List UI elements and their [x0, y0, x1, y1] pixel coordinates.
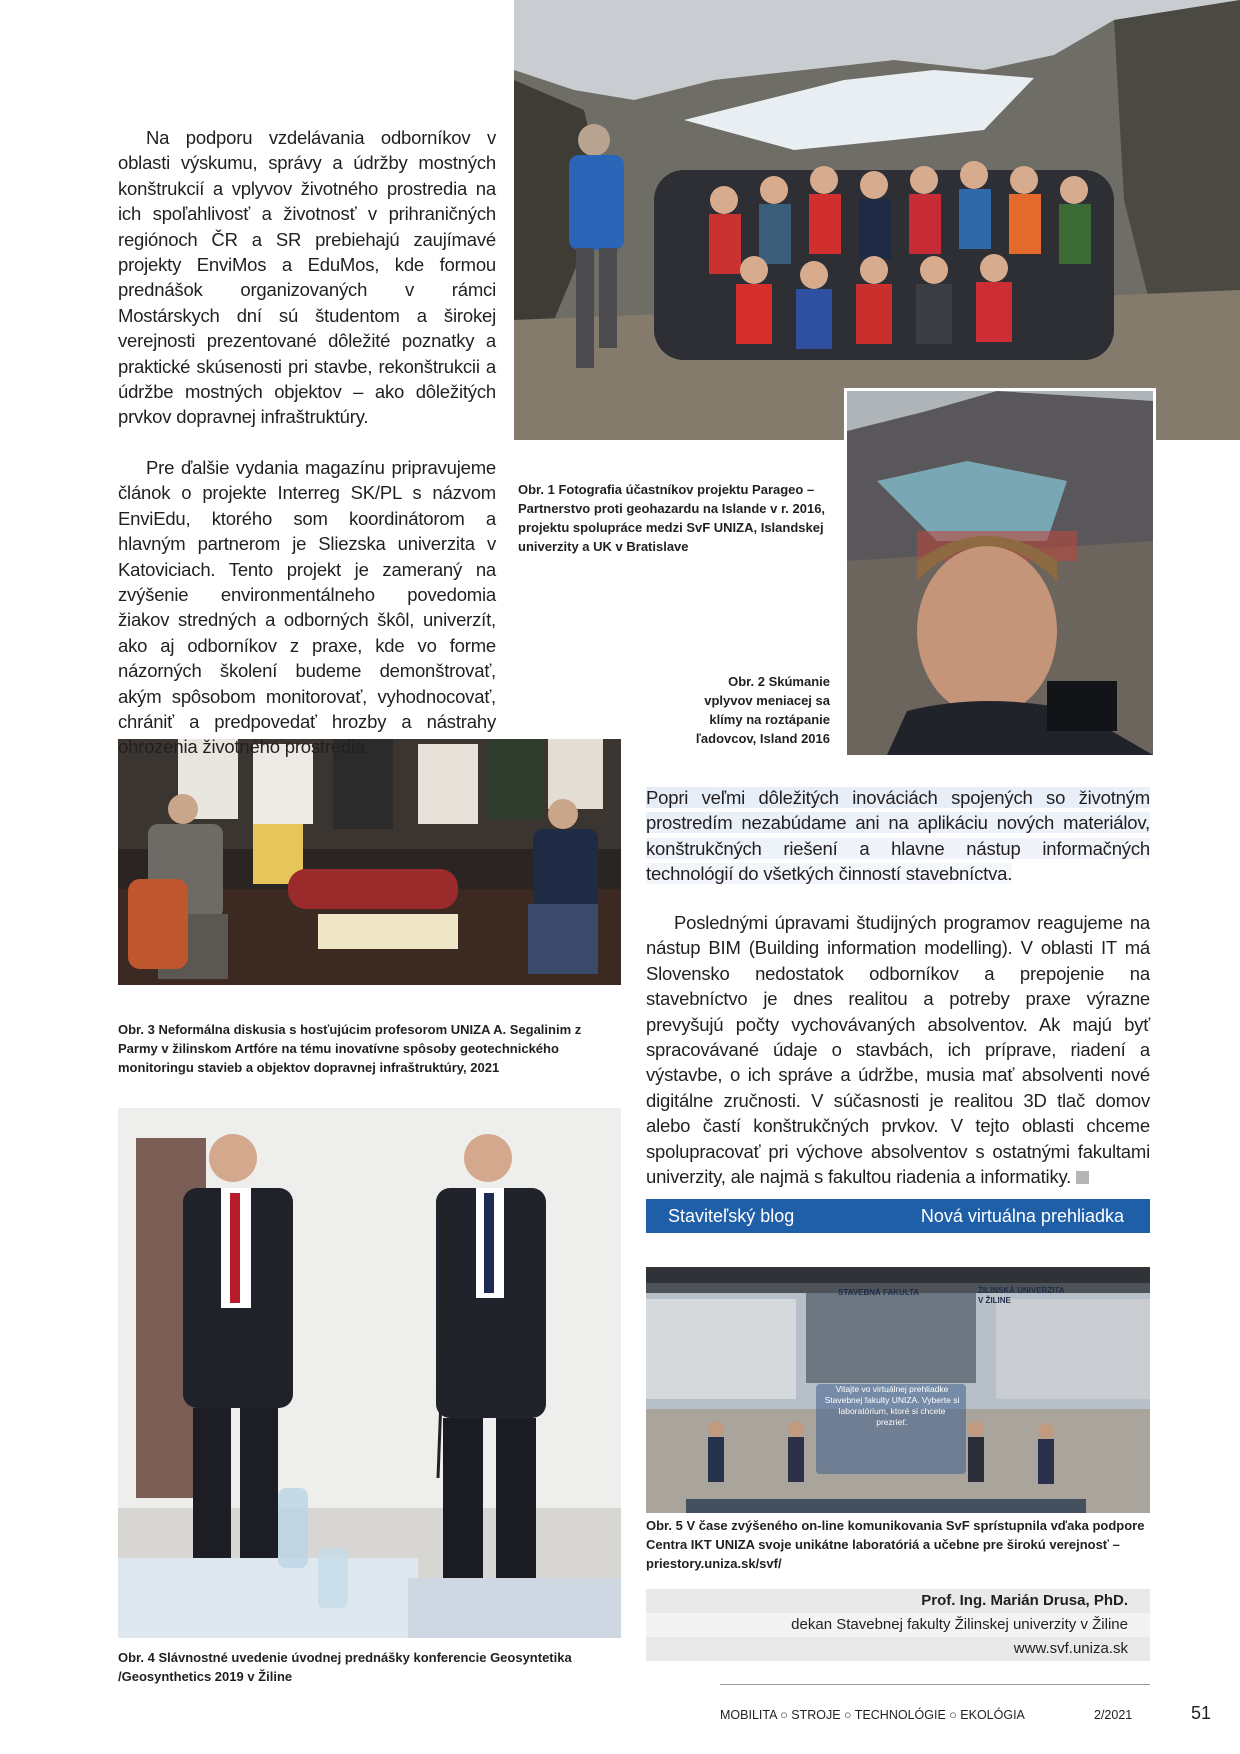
- footer-rule: [720, 1684, 1150, 1685]
- photo-artfora-discussion: [118, 739, 621, 985]
- tour-welcome-overlay: Vitajte vo virtuálnej prehliadke Stavebnej fakulty UNIZA. Vyberte si laboratórium, ktoré si chcete prezrieť.: [824, 1384, 960, 1427]
- author-name: Prof. Ing. Marián Drusa, PhD.: [646, 1589, 1150, 1613]
- author-web[interactable]: www.svf.uniza.sk: [646, 1637, 1150, 1661]
- photo-iceland-group: [514, 0, 1240, 440]
- author-role: dekan Stavebnej fakulty Žilinskej univerzity v Žiline: [646, 1613, 1150, 1637]
- page-number: 51: [1191, 1703, 1212, 1723]
- caption-obr1: Obr. 1 Fotografia účastníkov projektu Parageo – Partnerstvo proti geohazardu na Islande v r. 2016, projektu spolupráce medzi SvF UNIZA, Islandskej univerzity a UK v Bratislave: [518, 482, 826, 554]
- caption-obr5: Obr. 5 V čase zvýšeného on-line komunikovania SvF sprístupnila vďaka podpore Centra IKT UNIZA svoje unikátne laboratóriá a učebne pre širokú verejnosť – priestory.uniza.sk/svf/: [646, 1518, 1145, 1571]
- article-column-right: [646, 910, 1150, 1189]
- caption-obr2: Obr. 2 Skúmanie vplyvov meniacej sa klímy na roztápanie ľadovcov, Island 2016: [695, 674, 830, 746]
- footer-magazine: MOBILITA ○ STROJE ○ TECHNOLÓGIE ○ EKOLÓGIA: [720, 1708, 1025, 1722]
- caption-obr3: Obr. 3 Neformálna diskusia s hosťujúcim profesorom UNIZA A. Segalinim z Parmy v žilinskom Artfóre na tému inovatívne spôsoby geotechnického monitoringu stavieb a objektov dopravnej infraštruktúry, 2021: [118, 1022, 582, 1075]
- footer-issue: 2/2021: [1094, 1708, 1133, 1722]
- author-box: [646, 1589, 1150, 1661]
- blog-bar: [646, 1199, 1150, 1233]
- photo-glacier-selfie: [844, 388, 1156, 758]
- paragraph-enviedu: Pre ďalšie vydania magazínu pripravujeme článok o projekte Interreg SK/PL s názvom EnviEdu, ktorého som koordinátorom a hlavným partnerom je Sliezska univerzita v Katoviciach. Tento projekt je zameraný na zvýšenie environmentálneho povedomia žiakov stredných a odborných škôl, univerzít, ako aj odborníkov z praxe, kde vo forme názorných školení budeme demonštrovať, akým spôsobom monitorovať, vyhodnocovať, chrániť a predpovedať hrozby a nástrahy ohrozenia životného prostredia.: [118, 456, 496, 758]
- article-column-left: [118, 125, 496, 760]
- paragraph-bim-text: Poslednými úpravami študijných programov reagujeme na nástup BIM (Building information modelling). V oblasti IT má Slovensko nedostatok odborníkov a prepojenie na stavebníctvo je dnes realitou a potreby praxe výrazne prevyšujú počty vychovávaných absolventov. Ak majú byť spracovávané údaje o stavbách, ich príprave, riadení a výstavbe, o ich správe a údržbe, musia mať absolventi nové digitálne zručnosti. V súčasnosti je realitou 3D tlač domov alebo častí konštrukčných prvkov. V tejto oblasti chceme spolupracovať pri výchove absolventov s ostatnými fakultami univerzity, ale najmä s fakultou riadenia a informatiky.: [646, 912, 1150, 1188]
- lead-highlight: Popri veľmi dôležitých inováciách spojených so životným prostredím nezabúdame ani na aplikáciu nových materiálov, konštrukčných riešení a hlavne nástup informačných technológií do všetkých činností stavebníctva.: [646, 787, 1150, 885]
- tour-sign-left: STAVEBNÁ FAKULTA: [838, 1288, 920, 1297]
- lead-paragraph: [646, 785, 1150, 887]
- blog-bar-left[interactable]: Staviteľský blog: [668, 1205, 795, 1226]
- paragraph-bim: [646, 910, 1150, 1189]
- end-mark-icon: [1076, 1171, 1089, 1184]
- tour-sign-right: ŽILINSKÁ UNIVERZITA V ŽILINE: [978, 1286, 1065, 1305]
- photo-geosynthetics-lecture: [118, 1108, 621, 1638]
- paragraph-projects: Na podporu vzdelávania odborníkov v oblasti výskumu, správy a údržby mostných konštrukcií a vplyvov životného prostredia na ich spoľahlivosť a životnosť v prihraničných regiónoch ČR a SR prebiehajú zaujímavé projekty EnviMos a EduMos, kde formou prednášok organizovaných v rámci Mostárskych dní sú študentom a širokej verejnosti prezentované dôležité poznatky a praktické skúsenosti pri stavbe, rekonštrukcii a údržbe mostných objektov – ako dôležitých prvkov dopravnej infraštruktúry.: [118, 127, 496, 428]
- blog-bar-right[interactable]: Nová virtuálna prehliadka: [920, 1205, 1124, 1226]
- caption-obr4: Obr. 4 Slávnostné uvedenie úvodnej prednášky konferencie Geosyntetika /Geosynthetics 2019 v Žiline: [118, 1650, 572, 1684]
